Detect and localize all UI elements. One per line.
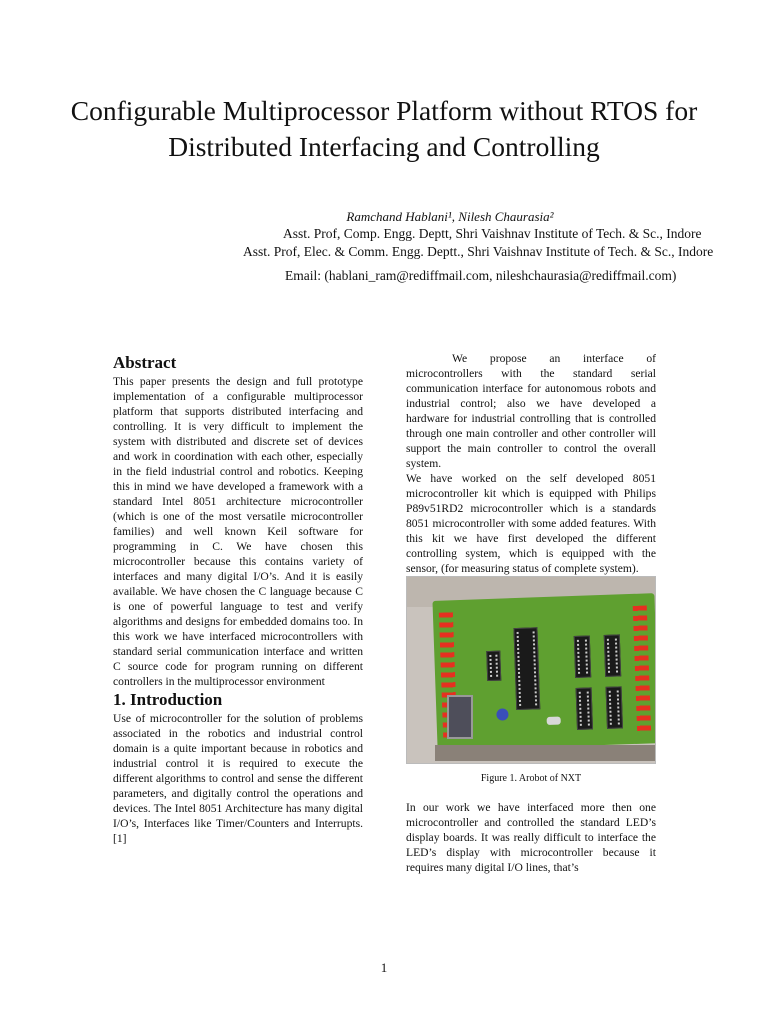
crystal: [547, 717, 561, 725]
abstract-text: This paper presents the design and full prototype implementation of a configurable multiprocessor platform that supports distributed interfacing and controlling. It is very difficult to implement the system with distributed and discrete set of devices and work in coordination with each other, especially in the field industrial control and robotics. Keeping this in mind we have developed a framework with a standard Intel 8051 architecture microcontroller (which is one of the most versatile microcontroller families) and well known Keil software for programming in C. We have chosen this microcontroller because this contains variety of interfaces and many digital I/O’s. And it is easily available. We have chosen the C language because C is one of powerful language to test and verify algorithms and designs for embedded domains too. In this work we have interfaced microcontrollers with standard serial communication interface and written C source code for program running on different controllers in the multiprocessor environment: [113, 375, 363, 688]
page-number: 1: [380, 960, 388, 975]
capacitor: [496, 708, 508, 720]
figure-1-image: [406, 576, 656, 764]
right-paragraph-3: In our work we have interfaced more then one microcontroller and controlled the standard LED’s display boards. It was really difficult to interface the LED’s display with microcontroller because it requires many digital I/O lines, that’s: [406, 801, 656, 874]
left-column: [113, 352, 363, 846]
ic-chip: [606, 686, 623, 729]
ic-chip: [574, 635, 591, 678]
paper-authors: Ramchand Hablani¹, Nilesh Chaurasia²: [346, 209, 554, 224]
affiliation-1: Asst. Prof, Comp. Engg. Deptt, Shri Vaishnav Institute of Tech. & Sc., Indore: [283, 226, 702, 241]
affiliation-2: Asst. Prof, Elec. & Comm. Engg. Deptt., Shri Vaishnav Institute of Tech. & Sc., Indore: [243, 244, 714, 259]
ic-chip: [576, 687, 593, 730]
ic-chip: [486, 651, 501, 681]
microcontroller-chip: [513, 627, 540, 710]
serial-connector: [447, 695, 473, 739]
right-paragraph-1: We propose an interface of microcontrollers with the standard serial communication interface for autonomous robots and industrial control; also we have developed a hardware for industrial controlling that is controlled through one main controller and other controller will support the main controller to control the overall system.: [406, 352, 656, 470]
paper-title: Configurable Multiprocessor Platform without RTOS for Distributed Interfacing and Controlling: [70, 95, 698, 162]
author-email: Email: (hablani_ram@rediffmail.com, nileshchaurasia@rediffmail.com): [285, 268, 677, 283]
ic-chip: [604, 634, 621, 677]
right-paragraph-2: We have worked on the self developed 8051 microcontroller kit which is equipped with Philips P89v51RD2 microcontroller which is a standards 8051 microcontroller with some added features. With this kit we have first developed the different controlling system, which is equipped with the sensor, (for measuring status of complete system).: [406, 472, 656, 575]
introduction-heading: 1. Introduction: [113, 690, 223, 709]
led-row-right: [633, 605, 651, 731]
abstract-heading: Abstract: [113, 353, 177, 372]
introduction-text: Use of microcontroller for the solution of problems associated in the robotics and industrial control domain is a quite important because in robotics and industrial control it is required to execute the different algorithms to control and sense the different parameters, and digitally control the operations and devices. The Intel 8051 Architecture has many digital I/O’s, Interfaces like Timer/Counters and Interrupts. [1]: [113, 712, 363, 845]
figure-caption: Figure 1. Arobot of NXT: [480, 773, 582, 784]
right-column: [406, 351, 656, 875]
